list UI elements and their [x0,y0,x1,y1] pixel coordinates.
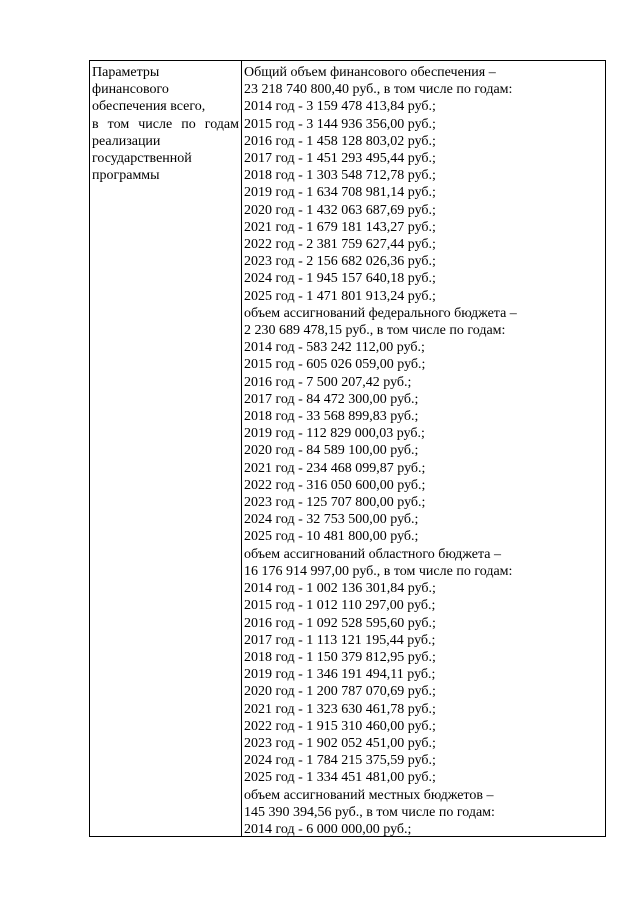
financing-line: 2014 год - 583 242 112,00 руб.; [244,340,425,356]
financing-line: 2018 год - 1 303 548 712,78 руб.; [244,168,436,184]
parameter-name-line-justified [92,116,239,133]
financing-line: 2014 год - 1 002 136 301,84 руб.; [244,581,436,597]
financing-line: 2021 год - 1 323 630 461,78 руб.; [244,701,436,717]
parameter-name-word: числе [138,116,173,132]
financing-line: 2016 год - 1 458 128 803,02 руб.; [244,133,436,149]
financing-line: 2021 год - 234 468 099,87 руб.; [244,460,426,476]
parameter-name-word: том [107,116,130,132]
financing-line: 2015 год - 605 026 059,00 руб.; [244,357,426,373]
parameter-name-word: в [92,116,99,132]
financing-line: 2017 год - 1 113 121 195,44 руб.; [244,632,436,648]
parameter-name-line: финансового [92,82,169,98]
financing-line: 2023 год - 2 156 682 026,36 руб.; [244,254,436,270]
financing-line: 2020 год - 84 589 100,00 руб.; [244,443,419,459]
financing-line: 2022 год - 316 050 600,00 руб.; [244,477,426,493]
financing-line: объем ассигнований местных бюджетов – [244,787,494,803]
financing-line: 2015 год - 1 012 110 297,00 руб.; [244,598,436,614]
parameter-name-line: реализации [92,133,161,149]
financing-values-cell [242,61,605,836]
parameter-name-line: программы [92,168,160,184]
financing-line: 2 230 689 478,15 руб., в том числе по годам: [244,323,506,339]
financing-line: 2016 год - 1 092 528 595,60 руб.; [244,615,436,631]
parameter-name-line: государственной [92,151,192,167]
financing-line: 2022 год - 1 915 310 460,00 руб.; [244,718,436,734]
financing-line: 2025 год - 1 471 801 913,24 руб.; [244,288,436,304]
financing-line: 2018 год - 33 568 899,83 руб.; [244,409,419,425]
financing-line: 145 390 394,56 руб., в том числе по годам: [244,804,495,820]
financing-line: 2014 год - 3 159 478 413,84 руб.; [244,99,436,115]
financing-line: 23 218 740 800,40 руб., в том числе по годам: [244,82,513,98]
financing-line: 2023 год - 1 902 052 451,00 руб.; [244,735,436,751]
financing-line: объем ассигнований областного бюджета – [244,546,501,562]
financing-line: объем ассигнований федерального бюджета – [244,305,517,321]
parameter-name-line: обеспечения всего, [92,99,206,115]
financing-line: 2023 год - 125 707 800,00 руб.; [244,495,426,511]
parameter-name-word: по [181,116,196,132]
financing-table [89,60,606,837]
financing-line: 2024 год - 1 784 215 375,59 руб.; [244,753,436,769]
financing-line: 2017 год - 1 451 293 495,44 руб.; [244,151,436,167]
financing-line: 2018 год - 1 150 379 812,95 руб.; [244,649,436,665]
financing-line: Общий объем финансового обеспечения – [244,65,496,80]
financing-line: 16 176 914 997,00 руб., в том числе по годам: [244,563,513,579]
financing-line: 2024 год - 1 945 157 640,18 руб.; [244,271,436,287]
financing-line: 2024 год - 32 753 500,00 руб.; [244,512,419,528]
financing-line: 2019 год - 112 829 000,03 руб.; [244,426,425,442]
parameter-name-word: годам [204,116,239,132]
financing-line: 2020 год - 1 200 787 070,69 руб.; [244,684,436,700]
financing-line: 2014 год - 6 000 000,00 руб.; [244,821,412,837]
financing-line: 2019 год - 1 346 191 494,11 руб.; [244,667,436,683]
financing-line: 2017 год - 84 472 300,00 руб.; [244,391,419,407]
financing-line: 2021 год - 1 679 181 143,27 руб.; [244,219,436,235]
financing-line: 2019 год - 1 634 708 981,14 руб.; [244,185,436,201]
financing-line: 2025 год - 10 481 800,00 руб.; [244,529,419,545]
parameter-name-line: Параметры [92,65,160,80]
financing-line: 2015 год - 3 144 936 356,00 руб.; [244,116,436,132]
financing-line: 2022 год - 2 381 759 627,44 руб.; [244,237,436,253]
financing-line: 2025 год - 1 334 451 481,00 руб.; [244,770,436,786]
financing-line: 2020 год - 1 432 063 687,69 руб.; [244,202,436,218]
financing-line: 2016 год - 7 500 207,42 руб.; [244,374,412,390]
parameter-name-cell [90,61,242,836]
